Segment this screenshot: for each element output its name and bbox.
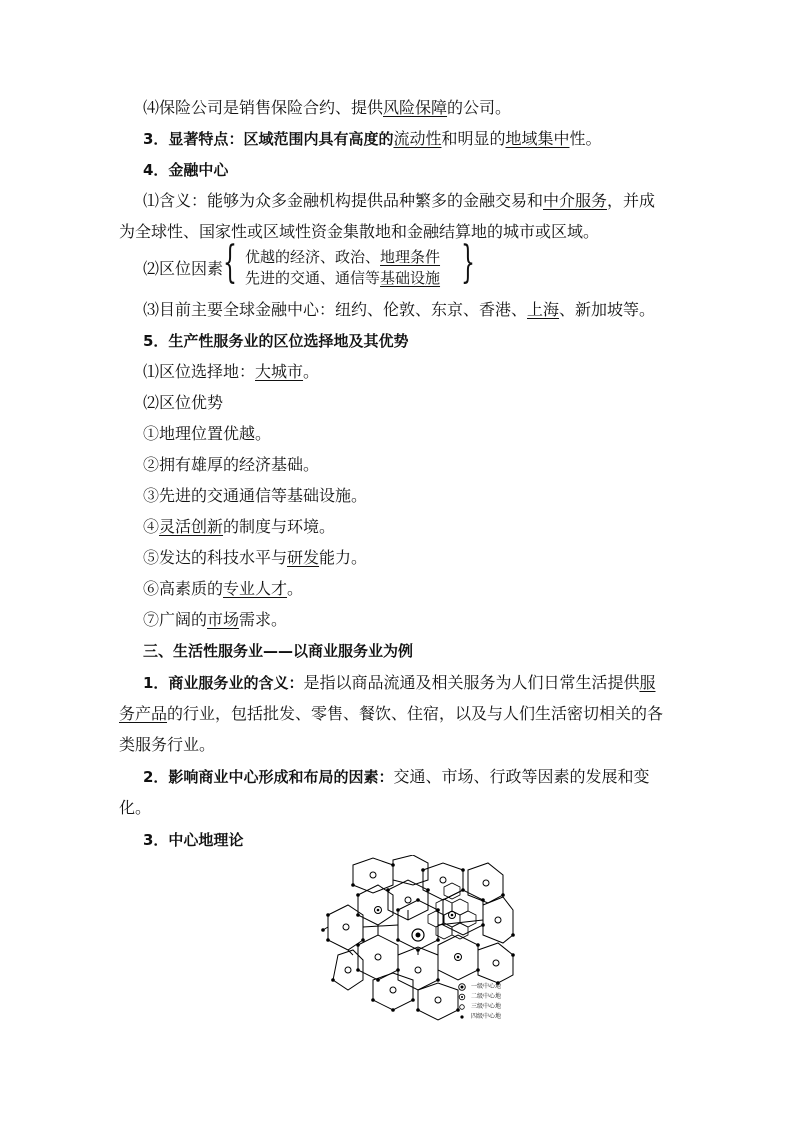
underlined-term: 中介服务 (543, 191, 608, 210)
para-features: 3．显著特点：区域范围内具有高度的流动性和明显的地域集中性。 (143, 129, 602, 148)
fourth-order-symbol (458, 1013, 466, 1021)
underlined-term: 地理条件 (380, 248, 441, 266)
para-definition: ⑴含义：能够为众多金融机构提供品种繁多的金融交易和中介服务，并成 (143, 191, 656, 210)
para-commercial-definition: 1．商业服务业的含义：是指以商品流通及相关服务为人们日常生活提供服 (143, 673, 656, 692)
second-order-symbol (458, 993, 466, 1001)
right-brace: } (461, 237, 475, 288)
para-definition-cont: 为全球性、国家性或区域性资金集散地和金融结算地的城市或区域。 (119, 222, 600, 241)
advantage-5: ⑤发达的科技水平与研发能力。 (143, 548, 368, 567)
legend-item-first-order (458, 982, 501, 992)
underlined-term: 灵活创新 (159, 517, 224, 536)
factor-line-2: 先进的交通、通信等基础设施 (245, 269, 441, 287)
second-order-center-dot (377, 909, 380, 912)
para-location-advantage: ⑵区位优势 (143, 393, 224, 412)
heading-consumer-services: 三、生活性服务业——以商业服务业为例 (143, 642, 414, 660)
third-order-center (343, 924, 349, 930)
advantage-4: ④灵活创新的制度与环境。 (143, 517, 336, 536)
heading-central-place: 3．中心地理论 (143, 831, 244, 849)
heading-financial-center: 4．金融中心 (143, 161, 229, 179)
advantage-7: ⑦广阔的市场需求。 (143, 610, 288, 629)
para-commercial-definition-cont: 务产品的行业，包括批发、零售、餐饮、住宿，以及与人们生活密切相关的各 (119, 704, 664, 723)
para-global-centers: ⑶目前主要全球金融中心：纽约、伦敦、东京、香港、上海、新加坡等。 (143, 300, 656, 319)
advantage-2: ②拥有雄厚的经济基础。 (143, 455, 320, 474)
underlined-term: 务产品 (119, 704, 168, 723)
legend-item-fourth-order (458, 1012, 501, 1022)
third-order-center (415, 967, 421, 973)
underlined-term: 风险保障 (383, 98, 448, 117)
third-order-center (483, 880, 489, 886)
third-order-center (495, 917, 501, 923)
underlined-term: 地域集中 (505, 129, 570, 148)
legend-item-third-order (458, 1002, 501, 1012)
third-order-center (435, 997, 441, 1003)
diagram-legend (458, 982, 501, 1022)
left-brace: { (223, 237, 237, 288)
third-order-center (493, 960, 499, 966)
third-order-symbol (458, 1003, 466, 1011)
underlined-term: 大城市 (255, 362, 304, 381)
factor-line-1: 优越的经济、政治、地理条件 (245, 248, 441, 266)
legend-label: 二级中心地 (471, 993, 502, 1000)
first-order-center-dot (416, 933, 421, 938)
third-order-center (375, 954, 381, 960)
heading-producer-services: 5．生产性服务业的区位选择地及其优势 (143, 332, 409, 350)
third-order-center (440, 877, 446, 883)
third-order-center (390, 987, 396, 993)
first-order-symbol (458, 983, 466, 991)
second-order-center-dot (451, 914, 454, 917)
underlined-term: 基础设施 (380, 269, 441, 287)
third-order-center (345, 967, 351, 973)
legend-item-second-order (458, 992, 501, 1002)
second-order-center-dot (457, 956, 460, 959)
underlined-term: 流动性 (393, 129, 442, 148)
underlined-term: 研发 (287, 548, 320, 567)
third-order-center (405, 897, 411, 903)
underlined-term: 服 (639, 673, 656, 692)
para-location-choice: ⑴区位选择地：大城市。 (143, 362, 320, 381)
underlined-term: 专业人才 (223, 579, 288, 598)
para-factors-cont: 化。 (119, 798, 152, 817)
underlined-term: 上海 (527, 300, 560, 319)
advantage-6: ⑥高素质的专业人才。 (143, 579, 304, 598)
underlined-term: 市场 (207, 610, 240, 629)
para-factors: 2．影响商业中心形成和布局的因素：交通、市场、行政等因素的发展和变 (143, 767, 650, 786)
legend-label: 三级中心地 (471, 1003, 502, 1010)
advantage-1: ①地理位置优越。 (143, 424, 272, 443)
legend-label: 四级中心地 (471, 1013, 502, 1020)
advantage-3: ③先进的交通通信等基础设施。 (143, 486, 368, 505)
para-insurance-company: ⑷保险公司是销售保险合约、提供风险保障的公司。 (143, 98, 512, 117)
location-factors-label: ⑵区位因素 (143, 259, 224, 278)
legend-label: 一级中心地 (471, 983, 502, 990)
third-order-center (370, 872, 376, 878)
para-commercial-definition-end: 类服务行业。 (119, 735, 216, 754)
